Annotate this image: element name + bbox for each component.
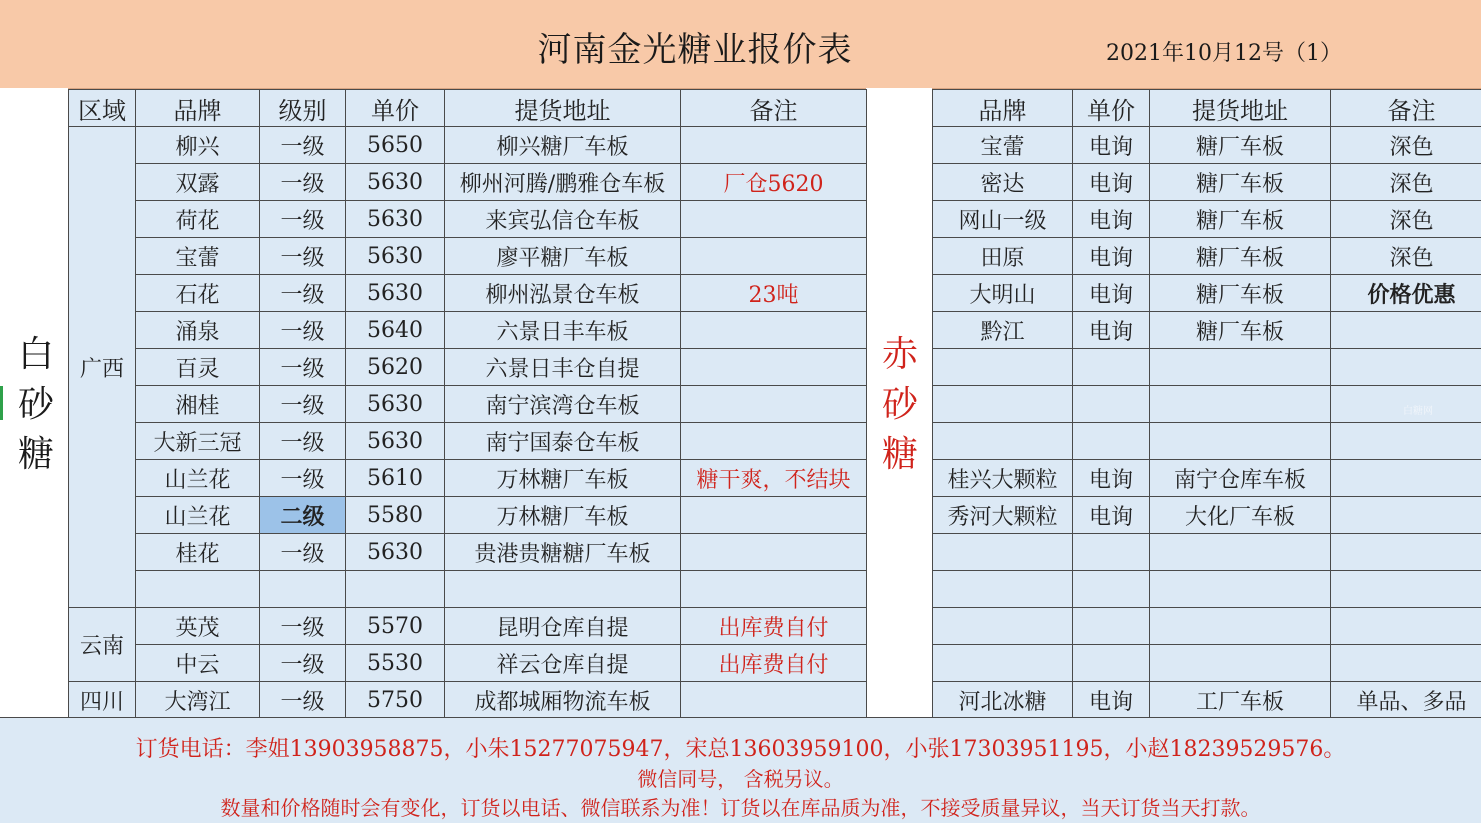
note-cell [681,349,867,386]
grade-cell: 一级 [260,423,346,460]
brand-cell: 大新三冠 [136,423,260,460]
column-header: 品牌 [933,90,1073,127]
price-cell: 电询 [1073,460,1150,497]
note-cell: 出库费自付 [681,645,867,682]
table-row [933,386,1481,423]
address-cell: 南宁滨湾仓车板 [445,386,681,423]
brand-cell [933,534,1073,571]
grade-cell: 一级 [260,127,346,164]
address-cell: 六景日丰仓自提 [445,349,681,386]
table-row [933,423,1481,460]
address-cell [1150,534,1331,571]
address-cell: 南宁仓库车板 [1150,460,1331,497]
price-cell [346,571,445,608]
grade-cell: 一级 [260,349,346,386]
note-cell [681,534,867,571]
grade-cell: 一级 [260,201,346,238]
grade-cell: 二级 [260,497,346,534]
order-phone-line: 订货电话：李姐13903958875，小朱15277075947，宋总13603959100，小张17303951195，小赵18239529576。 [0,732,1481,763]
note-cell [681,386,867,423]
note-cell: 深色 [1331,201,1481,238]
note-cell [681,423,867,460]
brand-cell: 湘桂 [136,386,260,423]
watermark: 白糖网 [1403,402,1433,417]
address-cell: 糖厂车板 [1150,201,1331,238]
brand-cell [933,571,1073,608]
price-cell: 5630 [346,238,445,275]
table-row [69,497,867,534]
table-row [69,423,867,460]
note-cell [681,127,867,164]
price-cell: 电询 [1073,275,1150,312]
table-row [933,497,1481,534]
table-row [933,608,1481,645]
table-row [69,238,867,275]
note-cell [681,201,867,238]
price-cell [1073,608,1150,645]
brown-sugar-price-table [932,89,1481,719]
price-cell: 5610 [346,460,445,497]
brown-sugar-label [870,330,930,480]
table-row [933,571,1481,608]
region-cell: 广西 [69,127,136,608]
brand-cell: 大明山 [933,275,1073,312]
table-row [69,460,867,497]
price-cell: 电询 [1073,127,1150,164]
column-header: 提货地址 [1150,90,1331,127]
table-header-row [933,90,1481,127]
price-cell: 5630 [346,534,445,571]
white-sugar-label [8,330,64,480]
table-row [933,201,1481,238]
brand-cell: 河北冰糖 [933,682,1073,719]
brand-cell: 石花 [136,275,260,312]
price-cell [1073,423,1150,460]
address-cell [1150,386,1331,423]
address-cell: 柳州河腾/鹏雅仓车板 [445,164,681,201]
brand-cell: 桂兴大颗粒 [933,460,1073,497]
note-cell: 深色 [1331,164,1481,201]
address-cell: 糖厂车板 [1150,312,1331,349]
address-cell: 糖厂车板 [1150,127,1331,164]
brand-cell [933,386,1073,423]
price-cell: 5630 [346,164,445,201]
brand-cell [933,645,1073,682]
column-header: 级别 [260,90,346,127]
brand-cell: 柳兴 [136,127,260,164]
price-cell: 5630 [346,275,445,312]
brand-cell: 黔江 [933,312,1073,349]
table-row [933,312,1481,349]
note-cell [681,682,867,719]
table-row [69,534,867,571]
brand-cell: 百灵 [136,349,260,386]
table-row [69,682,867,719]
brand-cell: 宝蕾 [933,127,1073,164]
brand-cell: 田原 [933,238,1073,275]
note-cell [1331,460,1481,497]
grade-cell: 一级 [260,164,346,201]
note-cell: 糖干爽，不结块 [681,460,867,497]
footer-contact [0,717,1481,823]
grade-cell: 一级 [260,238,346,275]
column-header: 单价 [346,90,445,127]
note-cell: 深色 [1331,127,1481,164]
address-cell: 成都城厢物流车板 [445,682,681,719]
brand-cell [933,608,1073,645]
column-header: 提货地址 [445,90,681,127]
white-sugar-text: 白砂糖 [18,334,54,475]
grade-cell [260,571,346,608]
disclaimer-line: 数量和价格随时会有变化，订货以电话、微信联系为准！订货以在库品质为准，不接受质量异议，当天订货当天打款。 [0,792,1481,821]
note-cell [681,497,867,534]
price-cell: 电询 [1073,682,1150,719]
table-row [933,164,1481,201]
address-cell: 糖厂车板 [1150,164,1331,201]
price-cell: 5570 [346,608,445,645]
address-cell: 大化厂车板 [1150,497,1331,534]
address-cell: 糖厂车板 [1150,238,1331,275]
price-cell: 5630 [346,386,445,423]
table-row [69,312,867,349]
note-cell [1331,608,1481,645]
brand-cell: 宝蕾 [136,238,260,275]
grade-cell: 一级 [260,312,346,349]
address-cell: 六景日丰车板 [445,312,681,349]
page-title: 河南金光糖业报价表 [0,22,1390,71]
note-cell [1331,534,1481,571]
note-cell [1331,571,1481,608]
note-cell [1331,645,1481,682]
brand-cell: 桂花 [136,534,260,571]
price-cell: 电询 [1073,312,1150,349]
table-row [69,127,867,164]
table-row [69,386,867,423]
table-row [69,571,867,608]
table-row [933,460,1481,497]
address-cell [1150,608,1331,645]
table-row [69,608,867,645]
price-cell: 5630 [346,201,445,238]
price-cell: 5630 [346,423,445,460]
price-cell: 5530 [346,645,445,682]
table-row [69,164,867,201]
table-row [69,201,867,238]
table-row [933,534,1481,571]
column-header: 区域 [69,90,136,127]
price-cell [1073,571,1150,608]
address-cell: 来宾弘信仓车板 [445,201,681,238]
title-banner [0,0,1481,89]
table-header-row [69,90,867,127]
table-row [933,349,1481,386]
address-cell: 祥云仓库自提 [445,645,681,682]
grade-cell: 一级 [260,645,346,682]
price-cell [1073,386,1150,423]
column-header: 备注 [681,90,867,127]
brand-cell: 涌泉 [136,312,260,349]
address-cell: 万林糖厂车板 [445,460,681,497]
brand-cell [933,349,1073,386]
brown-sugar-text: 赤砂糖 [882,334,918,475]
price-cell [1073,534,1150,571]
table-row [69,349,867,386]
quote-date: 2021年10月12号（1） [1106,36,1342,67]
price-cell: 5640 [346,312,445,349]
note-cell: 23吨 [681,275,867,312]
brand-cell: 网山一级 [933,201,1073,238]
brand-cell: 秀河大颗粒 [933,497,1073,534]
wechat-tax-line: 微信同号， 含税另议。 [0,763,1481,792]
address-cell: 贵港贵糖糖厂车板 [445,534,681,571]
brand-cell [933,423,1073,460]
table-row [69,275,867,312]
price-cell: 5620 [346,349,445,386]
green-marker [0,386,3,420]
address-cell: 工厂车板 [1150,682,1331,719]
address-cell: 糖厂车板 [1150,275,1331,312]
brand-cell: 山兰花 [136,497,260,534]
table-row [933,127,1481,164]
price-cell: 电询 [1073,497,1150,534]
brand-cell: 中云 [136,645,260,682]
brand-cell: 密达 [933,164,1073,201]
note-cell [1331,423,1481,460]
brand-cell [136,571,260,608]
white-sugar-price-table [68,89,867,719]
price-cell: 电询 [1073,201,1150,238]
price-cell [1073,645,1150,682]
price-cell: 5650 [346,127,445,164]
address-cell [1150,571,1331,608]
address-cell: 廖平糖厂车板 [445,238,681,275]
brand-cell: 英茂 [136,608,260,645]
column-header: 品牌 [136,90,260,127]
table-row [933,682,1481,719]
address-cell: 万林糖厂车板 [445,497,681,534]
table-row [933,238,1481,275]
address-cell [445,571,681,608]
note-cell: 厂仓5620 [681,164,867,201]
note-cell: 出库费自付 [681,608,867,645]
brand-cell: 山兰花 [136,460,260,497]
grade-cell: 一级 [260,534,346,571]
note-cell [681,571,867,608]
brand-cell: 荷花 [136,201,260,238]
note-cell [681,312,867,349]
brand-cell: 双露 [136,164,260,201]
table-row [69,645,867,682]
note-cell [1331,312,1481,349]
address-cell: 柳兴糖厂车板 [445,127,681,164]
price-cell [1073,349,1150,386]
price-cell: 电询 [1073,164,1150,201]
column-header: 备注 [1331,90,1481,127]
note-cell: 单品、多品 [1331,682,1481,719]
grade-cell: 一级 [260,682,346,719]
price-cell: 电询 [1073,238,1150,275]
address-cell: 柳州泓景仓车板 [445,275,681,312]
note-cell: 价格优惠 [1331,275,1481,312]
price-cell: 5750 [346,682,445,719]
price-cell: 5580 [346,497,445,534]
grade-cell: 一级 [260,460,346,497]
note-cell [1331,349,1481,386]
note-cell [1331,497,1481,534]
address-cell: 南宁国泰仓车板 [445,423,681,460]
region-cell: 云南 [69,608,136,682]
note-cell: 深色 [1331,238,1481,275]
address-cell: 昆明仓库自提 [445,608,681,645]
brand-cell: 大湾江 [136,682,260,719]
table-row [933,645,1481,682]
grade-cell: 一级 [260,608,346,645]
region-cell: 四川 [69,682,136,719]
address-cell [1150,423,1331,460]
note-cell [681,238,867,275]
address-cell [1150,349,1331,386]
table-row [933,275,1481,312]
address-cell [1150,645,1331,682]
grade-cell: 一级 [260,386,346,423]
column-header: 单价 [1073,90,1150,127]
grade-cell: 一级 [260,275,346,312]
